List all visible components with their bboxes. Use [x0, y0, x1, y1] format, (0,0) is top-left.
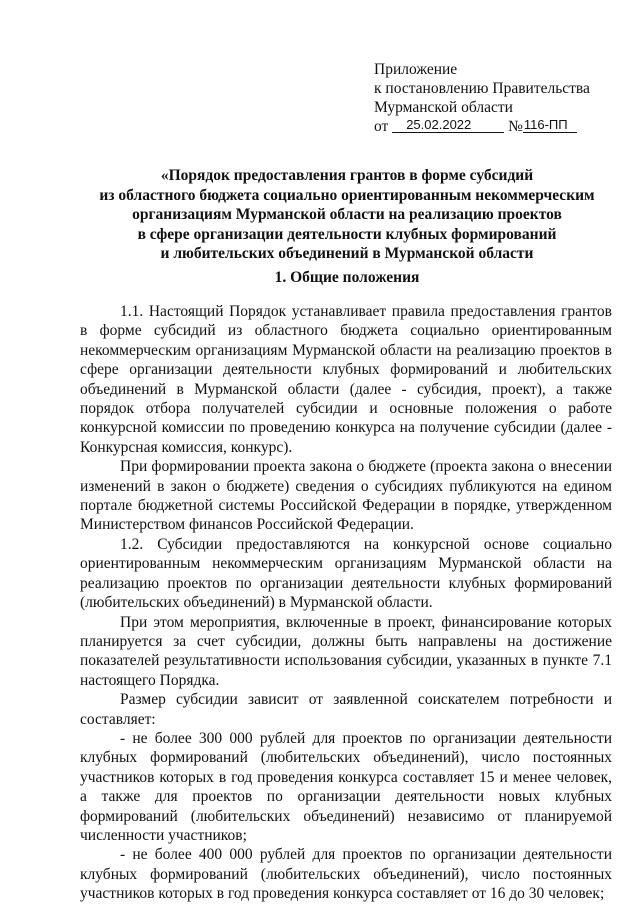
- paragraph: При этом мероприятия, включенные в проект, финансирование которых планируется за счет субсидии, должны быть направлены на достижение показателей результативности использования субсидии, указанных в пункте 7.1 настоящего Порядка.: [80, 613, 612, 689]
- appendix-date-number-line: [374, 117, 590, 136]
- appendix-decree-line: к постановлению Правительства: [374, 80, 590, 97]
- document-body: [80, 302, 612, 904]
- title-line: и любительских объединений в Мурманской области: [160, 245, 534, 263]
- number-label: №: [508, 118, 523, 135]
- title-line: из областного бюджета социально ориентированным некоммерческим: [99, 186, 595, 204]
- title-line: в сфере организации деятельности клубных формирований: [137, 225, 557, 243]
- paragraph: - не более 400 000 рублей для проектов по организации деятельности клубных формирований (любительских объединений), число постоянных участников которых в год проведения конкурса составляет от 16 до 30 человек;: [80, 846, 612, 903]
- appendix-region-line: Мурманской области: [374, 99, 513, 116]
- decree-number: 116-ПП: [523, 118, 577, 133]
- title-line: «Порядок предоставления грантов в форме субсидий: [160, 167, 534, 184]
- appendix-label: Приложение: [374, 61, 458, 78]
- appendix-block: [374, 60, 590, 136]
- section-heading: 1. Общие положения: [274, 269, 420, 286]
- paragraph: При формировании проекта закона о бюджете (проекта закона о внесении изменений в закон о бюджете) сведения о субсидиях публикуются на едином портале бюджетной системы Российской Федерации в порядке, утвержденном Министерством финансов Российской Федерации.: [80, 458, 612, 534]
- paragraph: - не более 300 000 рублей для проектов по организации деятельности клубных формирований (любительских объединений), число постоянных участников которых в год проведения конкурса составляет 15 и менее человек, а также для проектов по организации деятельности новых клубных формирований (любительских объединений) независимо от планируемой численности участников;: [80, 729, 612, 844]
- paragraph: 1.2. Субсидии предоставляются на конкурсной основе социально ориентированным некоммерческим организациям Мурманской области на реализацию проектов по организации деятельности клубных формирований (любительских объединений) в Мурманской области.: [80, 535, 612, 612]
- decree-date: 25.02.2022: [392, 118, 504, 133]
- paragraph: 1.1. Настоящий Порядок устанавливает правила предоставления грантов в форме субсидий из областного бюджета социально ориентированным некоммерческим организациям Мурманской области на реализацию проектов в сфере организации деятельности клубных формирований и любительских объединений в Мурманской области (далее - субсидия, проект), а также порядок отбора получателей субсидии и основные положения о работе конкурсной комиссии по проведению конкурса на получение субсидии (далее - Конкурсная комиссия, конкурс).: [80, 303, 612, 456]
- title-line: организациям Мурманской области на реализацию проектов: [132, 206, 562, 224]
- document-title: [80, 166, 614, 264]
- from-label: от: [374, 118, 389, 135]
- paragraph: Размер субсидии зависит от заявленной соискателем потребности и составляет:: [80, 691, 612, 728]
